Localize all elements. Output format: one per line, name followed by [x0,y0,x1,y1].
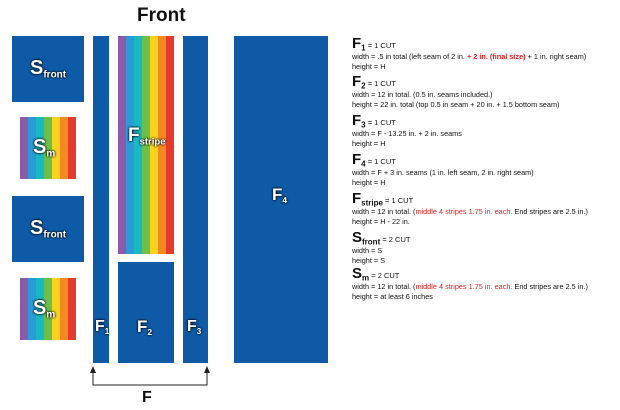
spec-s-m: $S_m = 2$ CUT width = 12 in total. (middle 4 stripes 1.75 in. each. End stripes are 2.5 in.) height = at least 6 inches [352,266,617,301]
f-stripe-label: $F_{stripe}$ [128,125,166,148]
spec-f1-height: height = H [352,61,386,71]
spec-s-front: $S_{front} = 2$ CUT width = S height = S [352,230,617,265]
spec-f2-height: height = 22 in. total (top 0.5 in seam + 20 in. + 1.5 bottom seam) [352,99,560,109]
spec-f1-width: width = .5 in total (left seam of 2 in. + 2 in. (final size) + 1 in. right seam) [352,52,587,62]
spec-s-m-width: width = 12 in total. (middle 4 stripes 1.75 in. each. End stripes are 2.5 in.) [352,282,588,292]
spec-f3: $F_3 = 1$ CUT width = F - 13.25 in. + 2 in. seams height = H [352,113,617,148]
spec-f3-height: height = H [352,138,386,148]
s-m-label: $S_m$ [33,136,56,160]
f4-label: $F_4$ [272,185,288,205]
spec-f4: $F_4 = 1$ CUT width = F + 3 in. seams (1 in. left seam, 2 in. right seam) height = H [352,152,617,187]
spec-f1: $F_1 = 1$ CUT width = .5 in total (left seam of 2 in. + 2 in. (final size) + 1 in. right seam) height = H [352,36,617,71]
spec-f4-width: width = F + 3 in. seams (1 in. left seam, 2 in. right seam) [352,168,534,178]
spec-f2: $F_2 = 1$ CUT width = 12 in total. (0.5 in. seams included.) height = 22 in. total (top 0.5 in seam + 20 in. + 1.5 bottom seam) [352,74,617,109]
s-front-label: $S_{front}$ [30,57,67,81]
spec-s-front-width: width = S [352,246,383,256]
diagram-title: Front [137,5,186,26]
f-total-label: F [142,389,152,406]
spec-f3-width: width = F - 13.25 in. + 2 in. seams [352,129,462,139]
spec-f2-width: width = 12 in total. (0.5 in. seams included.) [352,90,493,100]
s-m-label: $S_m$ [33,297,56,321]
spec-f-stripe-width: width = 12 in total. (middle 4 stripes 1.75 in. each. End stripes are 2.5 in.) [352,207,588,217]
spec-f-stripe: $F_{stripe} = 1$ CUT width = 12 in total. (middle 4 stripes 1.75 in. each. End stripes are 2.5 in.) height = H - 22 in. [352,191,617,226]
f1-label: $F_1$ [95,318,110,336]
spec-s-m-height: height = at least 6 inches [352,291,433,301]
f3-label: $F_3$ [187,318,202,336]
f2-label: $F_2$ [137,317,153,337]
s-front-label: $S_{front}$ [30,217,67,241]
spec-f4-height: height = H [352,177,386,187]
spec-s-front-height: height = S [352,255,386,265]
spec-f-stripe-height: height = H - 22 in. [352,216,410,226]
